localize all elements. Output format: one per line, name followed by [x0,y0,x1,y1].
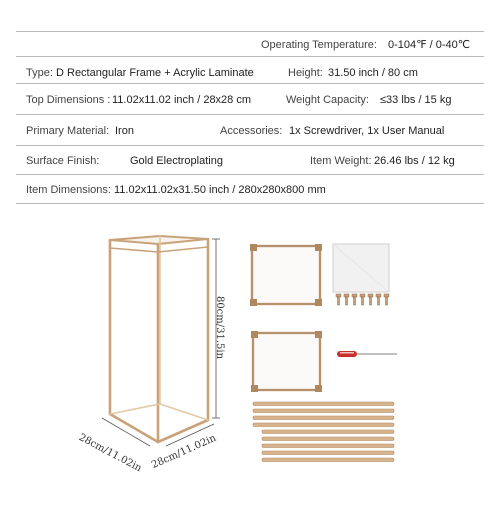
accessories-label: Accessories: [220,125,283,137]
height-dimension-label: 80cm/31.5in [214,295,226,360]
depth-dimension-label: 28cm/11.02in [76,432,144,475]
dimension-lines [102,239,220,446]
top-dimensions-label: Top Dimensions : [26,94,111,106]
item-weight-value: 26.46 lbs / 12 kg [374,155,455,167]
top-dimensions-value: 11.02x11.02 inch / 28x28 cm [112,94,252,106]
surface-finish-value: Gold Electroplating [130,155,223,167]
primary-material-label: Primary Material: [26,125,110,137]
item-dimensions-value: 11.02x11.02x31.50 inch / 280x280x800 mm [114,184,326,196]
spec-row-primary-material-accessories [16,114,484,145]
operating-temperature-label: Operating Temperature: [261,39,377,51]
spec-row-type-height [16,56,484,83]
type-label: Type: [26,67,53,79]
product-illustration [0,218,500,500]
gold-rods [253,402,394,461]
spec-row-operating-temperature [16,31,484,56]
operating-temperature-value: 0-104℉ / 0-40℃ [388,39,471,51]
item-weight-label: Item Weight: [310,155,372,167]
primary-material-value: Iron [115,125,134,137]
spec-row-item-dimensions [16,174,484,204]
height-value: 31.50 inch / 80 cm [328,67,418,79]
screwdriver-icon [337,351,397,357]
acrylic-sheet [333,244,389,292]
accessories-value: 1x Screwdriver, 1x User Manual [289,125,445,137]
acrylic-panel-top [250,244,322,306]
spec-row-top-dimensions-weight-capacity [16,83,484,114]
weight-capacity-label: Weight Capacity: [286,94,369,106]
weight-capacity-value: ≤33 lbs / 15 kg [380,94,452,106]
width-dimension-label: 28cm/11.02in [150,432,218,472]
acrylic-panel-bottom [251,331,322,392]
screws [336,294,389,305]
item-dimensions-label: Item Dimensions: [26,184,111,196]
spec-row-surface-finish-item-weight [16,145,484,174]
product-figure [0,218,500,500]
height-label: Height: [288,67,323,79]
type-value: D Rectangular Frame + Acrylic Laminate [56,67,254,79]
surface-finish-label: Surface Finish: [26,155,100,167]
rectangular-frame-illustration [110,236,208,442]
